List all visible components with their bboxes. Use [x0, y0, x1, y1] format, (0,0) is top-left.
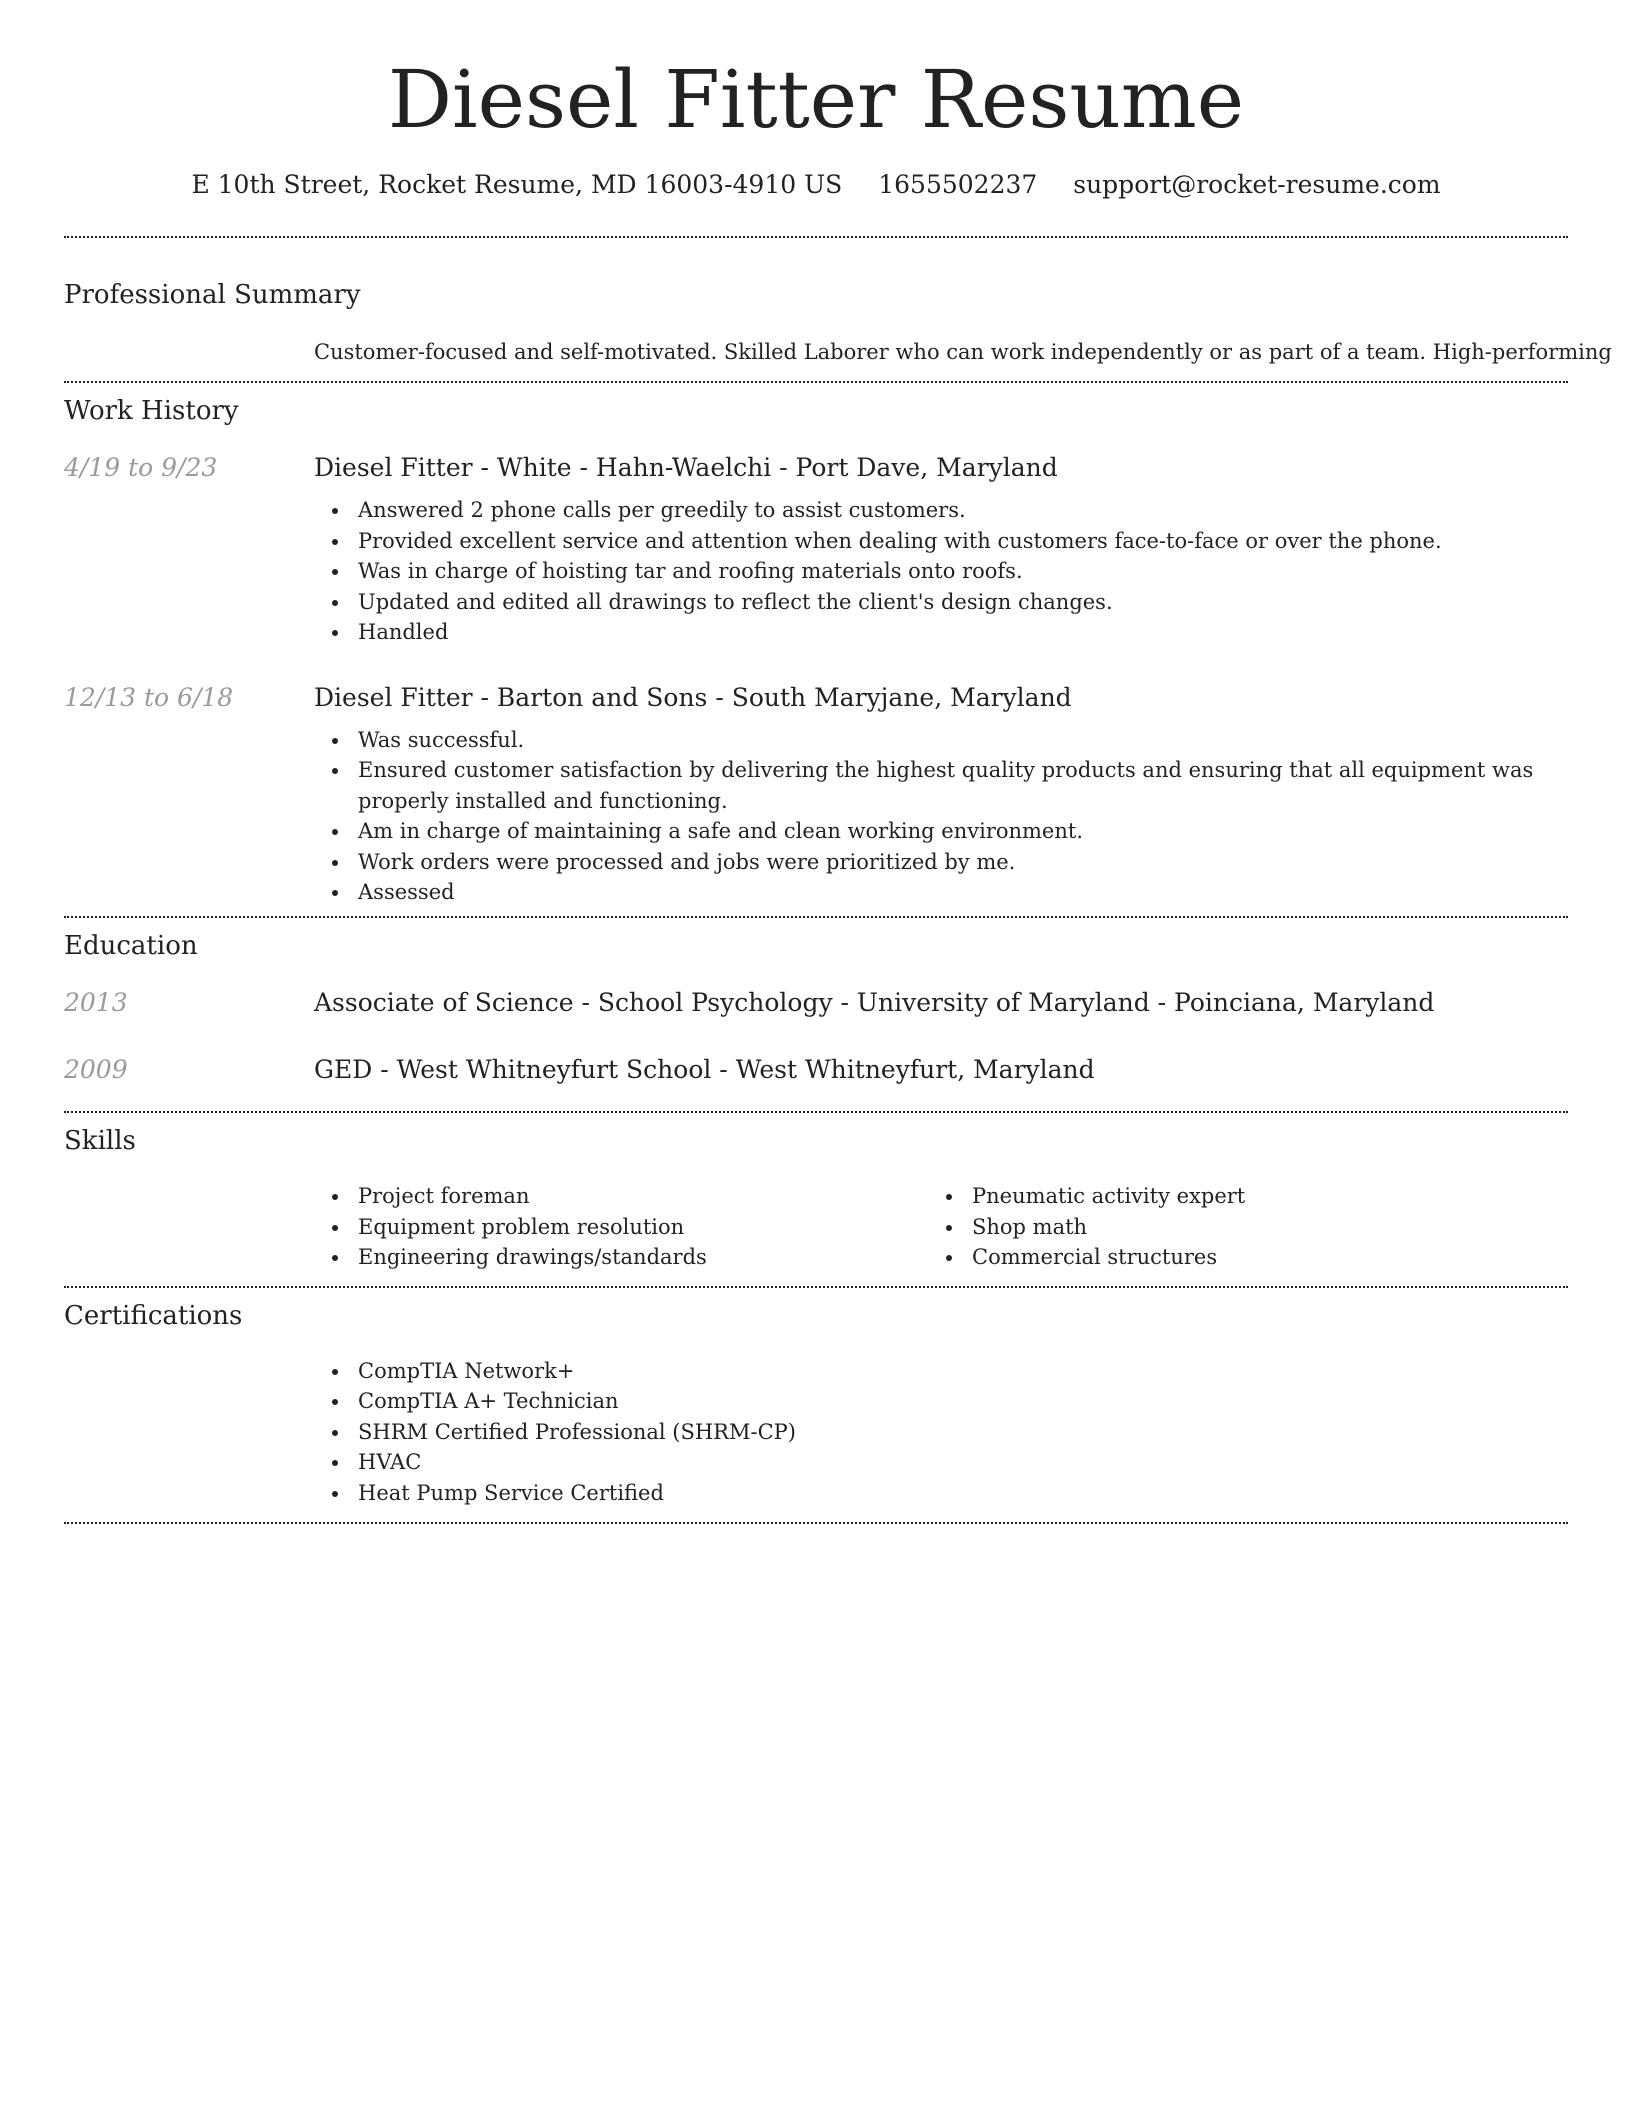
job-bullet: Handled — [314, 617, 1568, 648]
summary-row — [64, 337, 1612, 367]
skill-item: Engineering drawings/standards — [314, 1242, 928, 1273]
job-bullets — [314, 725, 1568, 908]
certifications-divider — [64, 1522, 1568, 1524]
education-text: GED - West Whitneyfurt School - West Whitneyfurt, Maryland — [314, 1055, 1095, 1085]
certifications-spacer — [64, 1344, 314, 1509]
job-title: Diesel Fitter — [314, 682, 473, 712]
work-heading: Work History — [64, 396, 239, 427]
education-year: 2009 — [64, 1055, 128, 1085]
job-bullet: Work orders were processed and jobs were prioritized by me. — [314, 847, 1568, 878]
skill-item: Commercial structures — [928, 1242, 1542, 1273]
header-divider — [64, 236, 1568, 238]
job-entry — [64, 453, 1568, 648]
job-body — [314, 453, 1568, 648]
skills-row — [64, 1169, 1568, 1273]
certification-item: HVAC — [314, 1447, 1568, 1478]
certification-item: CompTIA Network+ — [314, 1356, 1568, 1387]
resume-title: Diesel Fitter Resume — [387, 53, 1245, 146]
skills-grid — [314, 1169, 1568, 1273]
skills-heading: Skills — [64, 1126, 136, 1157]
certifications-heading: Certifications — [64, 1300, 243, 1331]
summary-spacer — [64, 337, 314, 367]
contact-email: support@rocket-resume.com — [1073, 170, 1441, 199]
job-title: Diesel Fitter — [314, 453, 473, 483]
education-year: 2013 — [64, 988, 128, 1018]
job-entry — [64, 683, 1568, 908]
contact-line — [64, 170, 1568, 200]
job-bullet: Ensured customer satisfaction by delivering the highest quality products and ensuring that all equipment was properly installed and functioning. — [314, 755, 1568, 816]
job-heading — [314, 683, 1568, 713]
job-bullet: Assessed — [314, 877, 1568, 908]
job-bullet: Updated and edited all drawings to reflect the client's design changes. — [314, 587, 1568, 618]
job-dates: 4/19 to 9/23 — [64, 453, 218, 483]
skill-item: Project foreman — [314, 1181, 928, 1212]
job-bullet: Was successful. — [314, 725, 1568, 756]
summary-divider — [64, 381, 1568, 383]
education-divider — [64, 1111, 1568, 1113]
skills-list-right — [928, 1181, 1542, 1273]
job-bullet: Provided excellent service and attention when dealing with customers face-to-face or over the phone. — [314, 526, 1568, 557]
work-divider — [64, 916, 1568, 918]
job-body — [314, 683, 1568, 908]
job-bullets — [314, 495, 1568, 648]
contact-address: E 10th Street, Rocket Resume, MD 16003-4910 US — [191, 170, 843, 199]
skills-list-left — [314, 1181, 928, 1273]
education-entry — [64, 988, 1568, 1018]
education-heading: Education — [64, 930, 198, 961]
contact-phone: 1655502237 — [878, 170, 1038, 199]
education-text: Associate of Science - School Psychology - University of Maryland - Poinciana, Maryland — [314, 988, 1435, 1018]
certification-item: SHRM Certified Professional (SHRM-CP) — [314, 1417, 1568, 1448]
job-bullet: Was in charge of hoisting tar and roofing materials onto roofs. — [314, 556, 1568, 587]
certifications-row — [64, 1344, 1568, 1509]
job-heading — [314, 453, 1568, 483]
summary-text: Customer-focused and self-motivated. Skilled Laborer who can work independently or as part of a team. High-performing — [314, 340, 1612, 365]
job-bullet: Answered 2 phone calls per greedily to assist customers. — [314, 495, 1568, 526]
skills-divider — [64, 1286, 1568, 1288]
skill-item: Pneumatic activity expert — [928, 1181, 1542, 1212]
job-dates: 12/13 to 6/18 — [64, 682, 234, 712]
certifications-list — [314, 1356, 1568, 1509]
certification-item: CompTIA A+ Technician — [314, 1386, 1568, 1417]
skill-item: Shop math — [928, 1212, 1542, 1243]
job-details: - Barton and Sons - South Maryjane, Maryland — [472, 682, 1072, 712]
job-bullet: Am in charge of maintaining a safe and clean working environment. — [314, 816, 1568, 847]
job-details: - White - Hahn-Waelchi - Port Dave, Maryland — [472, 453, 1058, 483]
resume-page — [64, 0, 1612, 1524]
certification-item: Heat Pump Service Certified — [314, 1478, 1568, 1509]
education-entry — [64, 1055, 1568, 1085]
skills-spacer — [64, 1169, 314, 1273]
certifications-body — [314, 1344, 1568, 1509]
summary-heading: Professional Summary — [64, 280, 361, 310]
skill-item: Equipment problem resolution — [314, 1212, 928, 1243]
